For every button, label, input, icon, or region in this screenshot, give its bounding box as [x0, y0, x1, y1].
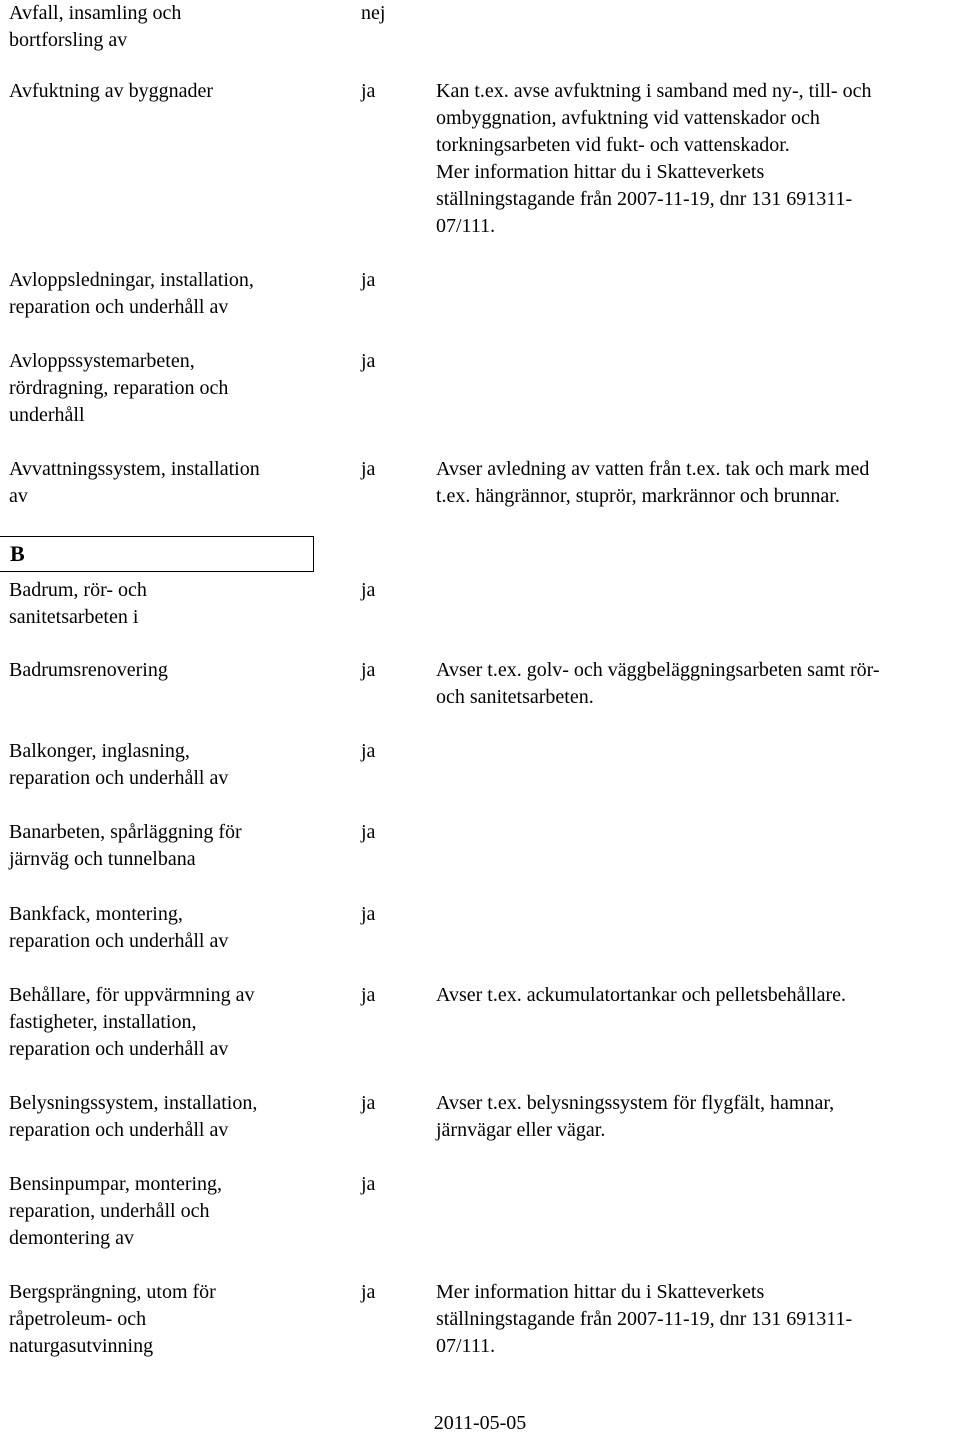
- table-row-answer: ja: [361, 1173, 376, 1195]
- table-row-term: Avloppssystemarbeten, rördragning, reparation och underhåll: [9, 350, 229, 426]
- table-row-answer: ja: [361, 1092, 376, 1114]
- table-row-note: Avser t.ex. ackumulatortankar och pelletsbehållare.: [436, 984, 847, 1006]
- table-row-note: Avser t.ex. golv- och väggbeläggningsarbeten samt rör- och sanitetsarbeten.: [436, 659, 880, 708]
- table-row-answer: ja: [361, 1281, 376, 1303]
- table-row-term: Behållare, för uppvärmning av fastigheter, installation, reparation och underhåll av: [9, 984, 255, 1060]
- table-row-answer: ja: [361, 80, 376, 102]
- section-letter-box: [0, 536, 314, 572]
- table-row-term: Avfuktning av byggnader: [9, 80, 214, 102]
- table-row-note: Kan t.ex. avse avfuktning i samband med ny-, till- och ombyggnation, avfuktning vid vattenskador och torkningsarbeten vid fukt- och vattenskador. Mer information hittar du i Skatteverkets ställningstagande från 2007-11-19, dnr 131 691311- 07/111.: [436, 80, 872, 237]
- table-row-term: Avloppsledningar, installation, reparation och underhåll av: [9, 269, 254, 318]
- table-row-term: Badrumsrenovering: [9, 659, 168, 681]
- table-row-term: Bergsprängning, utom för råpetroleum- och naturgasutvinning: [9, 1281, 216, 1357]
- table-row-term: Balkonger, inglasning, reparation och underhåll av: [9, 740, 229, 789]
- table-row-term: Bankfack, montering, reparation och underhåll av: [9, 903, 229, 952]
- table-row-answer: ja: [361, 659, 376, 681]
- section-letter: B: [10, 541, 25, 566]
- table-row-answer: ja: [361, 458, 376, 480]
- table-row-term: Banarbeten, spårläggning för järnväg och tunnelbana: [9, 821, 242, 870]
- table-row-term: Avfall, insamling och bortforsling av: [9, 2, 182, 51]
- table-row-term: Badrum, rör- och sanitetsarbeten i: [9, 579, 147, 628]
- table-row-answer: nej: [361, 2, 386, 24]
- table-row-note: Mer information hittar du i Skatteverkets ställningstagande från 2007-11-19, dnr 131 691311- 07/111.: [436, 1281, 853, 1357]
- footer-date: 2011-05-05: [433, 1412, 527, 1434]
- table-row-answer: ja: [361, 740, 376, 762]
- table-row-answer: ja: [361, 984, 376, 1006]
- table-row-note: Avser t.ex. belysningssystem för flygfält, hamnar, järnvägar eller vägar.: [436, 1092, 835, 1141]
- table-row-answer: ja: [361, 903, 376, 925]
- table-row-answer: ja: [361, 269, 376, 291]
- table-row-answer: ja: [361, 821, 376, 843]
- table-row-note: Avser avledning av vatten från t.ex. tak och mark med t.ex. hängrännor, stuprör, markrännor och brunnar.: [436, 458, 870, 507]
- table-row-answer: ja: [361, 350, 376, 372]
- table-row-term: Avvattningssystem, installation av: [9, 458, 260, 507]
- table-row-term: Bensinpumpar, montering, reparation, underhåll och demontering av: [9, 1173, 223, 1249]
- table-row-term: Belysningssystem, installation, reparation och underhåll av: [9, 1092, 258, 1141]
- table-row-answer: ja: [361, 579, 376, 601]
